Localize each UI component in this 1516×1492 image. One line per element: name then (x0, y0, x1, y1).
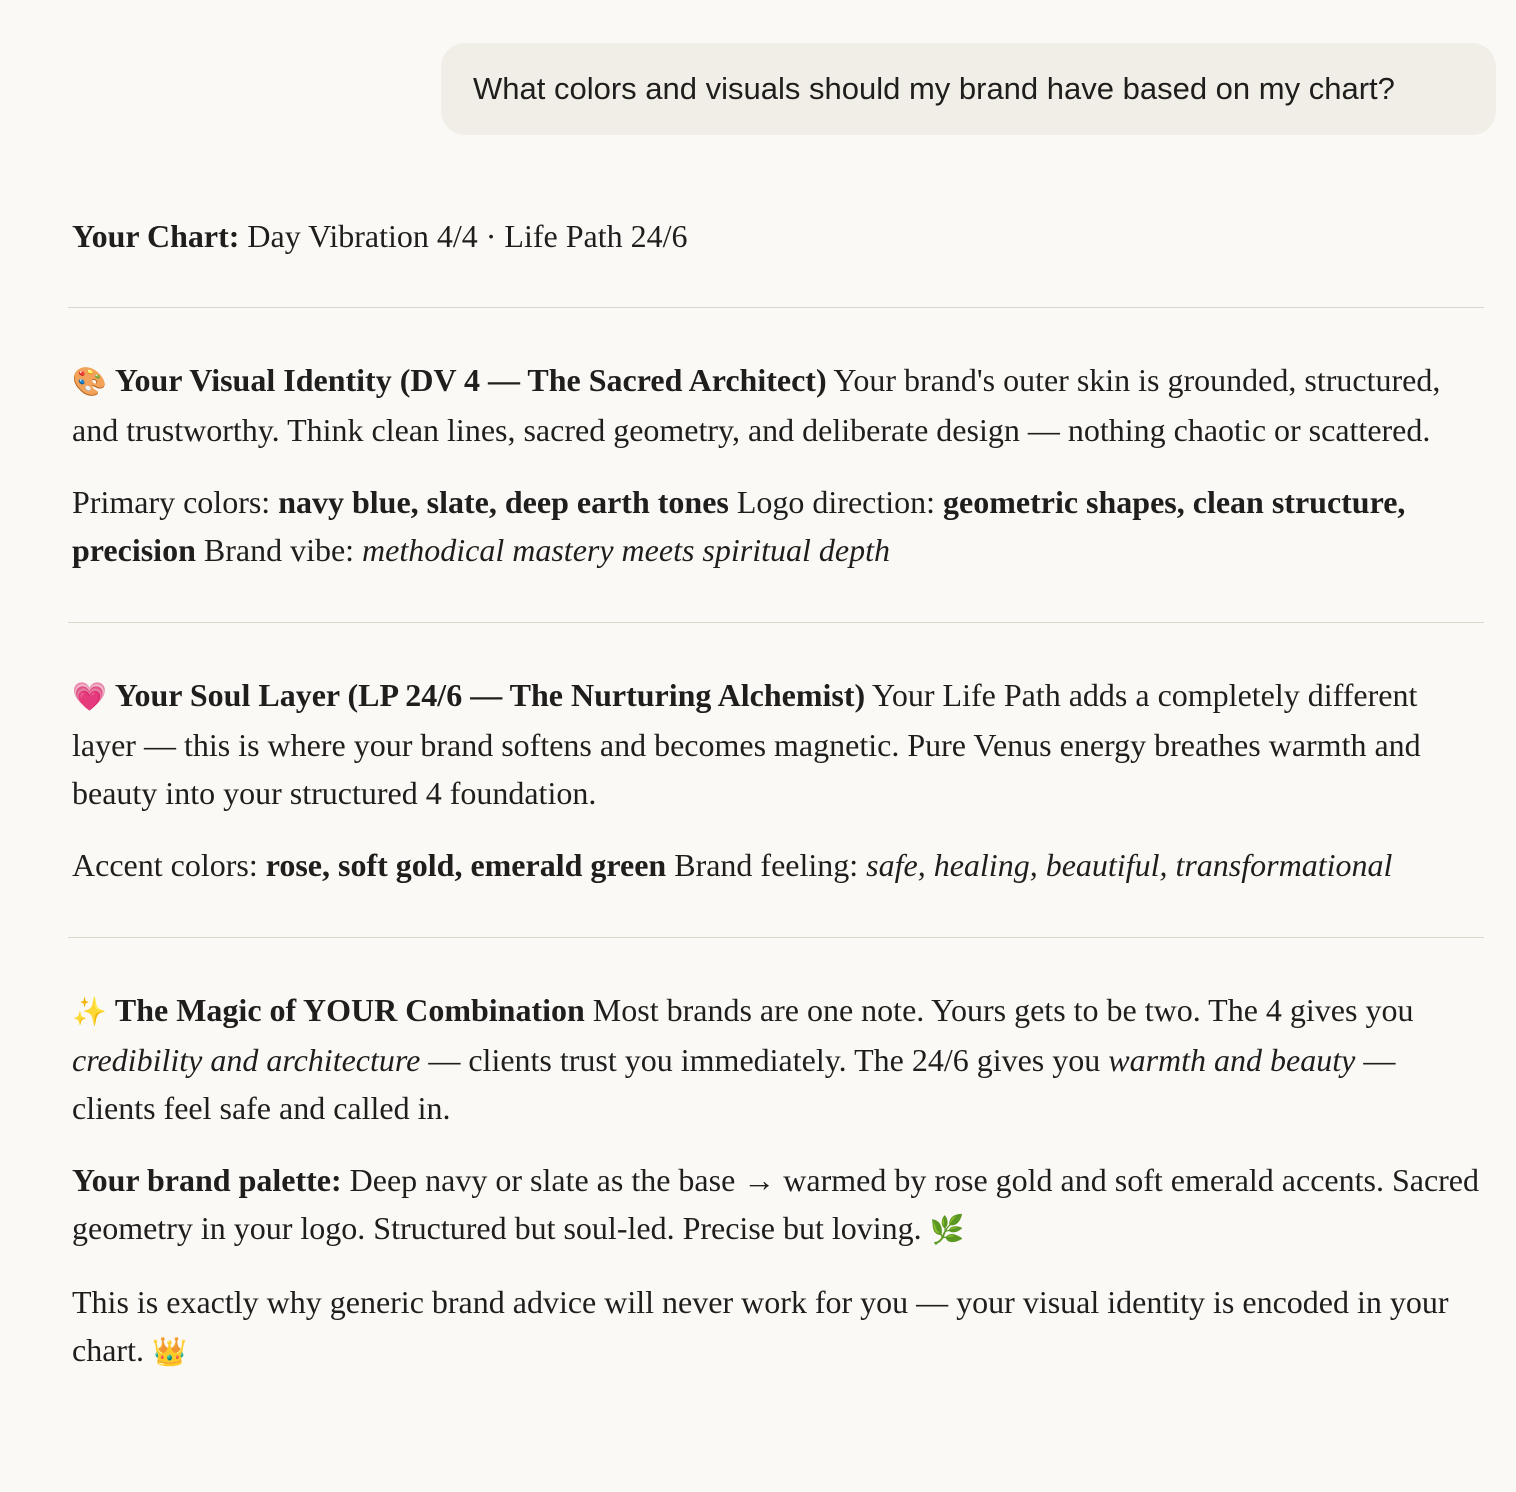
divider (68, 622, 1484, 623)
soul-layer-title: Your Soul Layer (LP 24/6 — The Nurturing Alchemist) (114, 677, 866, 713)
combination-body-3: — clients feel safe and called in. (72, 1042, 1396, 1126)
combination-body-1: Most brands are one note. Yours gets to be two. The 4 gives you (584, 992, 1414, 1028)
crown-icon: 👑 (151, 1335, 187, 1368)
brand-palette-label: Your brand palette: (72, 1162, 342, 1198)
logo-direction-label: Logo direction: (728, 484, 944, 520)
combination-title: The Magic of YOUR Combination (114, 992, 585, 1028)
assistant-response (72, 212, 1484, 1376)
combination-emphasis-2: warmth and beauty (1108, 1042, 1356, 1078)
soul-layer-paragraph (72, 671, 1484, 817)
logo-direction-value: geometric shapes, clean structure, precision (72, 484, 1406, 568)
user-message-text: What colors and visuals should my brand have based on my chart? (473, 71, 1395, 106)
leaf-icon: 🌿 (929, 1213, 965, 1246)
accent-colors-value: rose, soft gold, emerald green (265, 847, 667, 883)
chart-summary (72, 212, 1484, 260)
divider (68, 937, 1484, 938)
primary-colors-value: navy blue, slate, deep earth tones (278, 484, 729, 520)
primary-colors-label: Primary colors: (72, 484, 279, 520)
visual-identity-body: Your brand's outer skin is grounded, structured, and trustworthy. Think clean lines, sacred geometry, and deliberate design — nothing chaotic or scattered. (72, 362, 1441, 448)
brand-palette-paragraph (72, 1156, 1484, 1254)
closing-paragraph (72, 1278, 1484, 1376)
chart-label: Your Chart: (72, 218, 240, 254)
visual-identity-paragraph (72, 356, 1484, 454)
palette-icon: 🎨 (72, 365, 107, 398)
user-message-bubble (441, 43, 1496, 135)
brand-feeling-value: safe, healing, beautiful, transformational (866, 847, 1393, 883)
chart-value: Day Vibration 4/4 · Life Path 24/6 (239, 218, 688, 254)
brand-feeling-label: Brand feeling: (666, 847, 867, 883)
sparkles-icon: ✨ (72, 995, 107, 1028)
combination-paragraph (72, 986, 1484, 1132)
visual-identity-title: Your Visual Identity (DV 4 — The Sacred Architect) (114, 362, 827, 398)
accent-colors-label: Accent colors: (72, 847, 266, 883)
brand-palette-body: Deep navy or slate as the base → warmed by rose gold and soft emerald accents. Sacred geometry in your logo. Structured but soul-led. Precise but loving. (72, 1162, 1479, 1246)
heart-icon: 💗 (72, 680, 107, 713)
combination-body-2: — clients trust you immediately. The 24/6 gives you (420, 1042, 1109, 1078)
brand-vibe-value: methodical mastery meets spiritual depth (362, 532, 890, 568)
closing-text: This is exactly why generic brand advice will never work for you — your visual identity is encoded in your chart. (72, 1284, 1449, 1368)
brand-vibe-label: Brand vibe: (195, 532, 363, 568)
divider (68, 307, 1484, 308)
combination-emphasis-1: credibility and architecture (72, 1042, 421, 1078)
soul-layer-details (72, 841, 1484, 889)
visual-identity-details (72, 478, 1484, 574)
soul-layer-body: Your Life Path adds a completely different layer — this is where your brand softens and becomes magnetic. Pure Venus energy breathes warmth and beauty into your structured 4 foundation. (72, 677, 1421, 811)
